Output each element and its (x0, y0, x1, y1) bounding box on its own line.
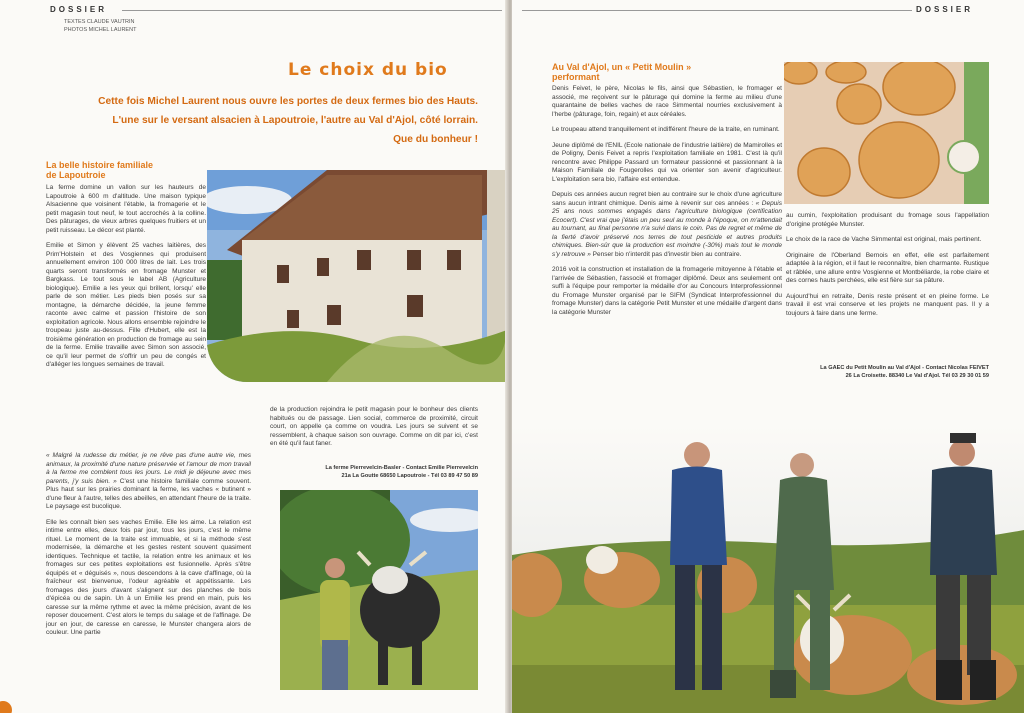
section-heading-line-2: performant (552, 72, 600, 82)
section-heading-lapoutroie (46, 160, 153, 180)
left-rubric: DOSSIER (50, 5, 108, 14)
signature-line-1: La ferme Pierrevelcin-Basler - Contact Emilie Pierrevelcin (325, 465, 478, 471)
paragraph: Le choix de la race de Vache Simmental est original, mais pertinent. (786, 236, 982, 243)
intro-line-3: Que du bonheur ! (393, 134, 478, 145)
farmers-with-cows-photo (512, 425, 1024, 713)
paragraph: de la production rejoindra le petit magasin pour le bonheur des clients habitués ou de passage. Lien social, commerce de proximité, circuit court, on appelle ça comme on voudra. Les jours se suivent et se ressemblent, à chaque saison son ouvrage. Comme on dit par ici, c'est en été qu'il faut faner. (270, 406, 478, 447)
section-heading-line-1: La belle histoire familiale (46, 160, 154, 170)
right-column-1 (552, 85, 782, 324)
paragraph: Le troupeau attend tranquillement et indifférent l'heure de la traite, en ruminant. (552, 126, 780, 133)
section-heading-line-2: de Lapoutroie (46, 170, 106, 180)
signature-line-1: La GAEC du Petit Moulin au Val d'Ajol - Contact Nicolas FEIVET (820, 365, 989, 371)
section-heading-line-1: Au Val d'Ajol, un « Petit Moulin » (552, 62, 692, 72)
text: Depuis ces années aucun regret bien au contraire sur le choix d'une agriculture sans aucun intrant chimique. Denis aime à revenir sur ces années : (552, 191, 782, 207)
paragraph-quote (552, 191, 782, 259)
cheese-photo (784, 62, 989, 204)
left-page (0, 0, 508, 713)
right-page (512, 0, 1024, 713)
left-rubric-rule (122, 10, 502, 11)
quote-tail: C'est une histoire familiale comme souvent. Plus haut sur les prairies dominant la ferme, les vaches « butinent » d'une fleur à l'autre, telles des abeilles, en attendant l'heure de la traite. Le paysage est bucolique. (46, 477, 251, 510)
signature-line-2: 26 La Croisette. 88340 Le Val d'Ajol. Tél 03 29 30 01 59 (845, 373, 989, 379)
signature-val-dajol (786, 364, 989, 380)
quote: « Malgré la rudesse du métier, je ne rêve pas d'une autre vie, mes animaux, la proximité d'une nature préservée et l'amour de mon travail à la ferme me comblent tous les jours. Le midi je déjeune avec mes parents, j'y suis bien. » (46, 452, 251, 485)
right-rubric-rule (522, 10, 912, 11)
right-rubric: DOSSIER (916, 5, 974, 14)
credit-photo: PHOTOS MICHEL LAURENT (64, 27, 137, 33)
paragraph: Originaire de l'Oberland Bernois en effet, elle est parfaitement adaptée à la région, et il faut le reconnaître, bien charmante. Rustique et râblée, une allure entre Vosgienne et Montbéliarde, la robe claire et des cornes hauts perchées, elle est fière sur sa pâture. (786, 251, 989, 284)
right-column-2 (786, 212, 989, 325)
left-column-bottom (46, 452, 251, 645)
farmhouse-photo (207, 170, 507, 382)
quote: « Depuis 25 ans nous sommes engagés dans l'agriculture biologique (certification Ecocert). C'est vrai que j'étais un peu seul au monde à l'époque, on m'attendait au tournant, au final personne n'a suivi dans le coin. Pas de regret et même de la fierté d'avoir préservé nos terres de tout pesticide et autres produits chimiques. Bien-sûr que la production est moindre (-30%) mais tout le monde s'y retrouve » (552, 199, 782, 258)
paragraph: Emilie et Simon y élèvent 25 vaches laitières, des Prim'Holstein et des Vosgiennes qui produisent annuellement environ 100 000 litres de lait. Les trois quarts seront transformés en fromage Munster et Bargkass. Le tout sous le label AB (Agriculture biologique). Emilie a les yeux qui brillent, lorsqu' elle parle de son métier. Les pieds bien posés sur sa montagne, la démarche décidée, la jeune femme raconte avec calme et passion l'histoire de son exploitation agricole. Nous allons ensemble rejoindre le troupeau juste au-dessus. Fille d'Hubert, elle est la troisième génération en production de fromage au sein de la ferme. Emilie travaille avec Simon son associé, ce qu'il leur permet de s'offrir un peu de congés et d'alléger les longues semaines de travail. (46, 242, 206, 368)
paragraph: Denis Feivet, le père, Nicolas le fils, ainsi que Sébastien, le fromager et associé, me reçoivent sur le pâturage qui domine la ferme au milieu d'une quarantaine de belles vaches de race Simmental nourries exclusivement à l'herbe (pâturage, foin, regain) et aux céréales. (552, 85, 782, 118)
paragraph: La ferme domine un vallon sur les hauteurs de Lapoutroie à 600 m d'altitude. Une maison typique Alsacienne que voisinent l'étable, la fromagerie et le petit magasin tout neuf, le tout accrochés à la colline. Des pâturages, de vieux arbres quelques fruitiers et un petit ruisseau. Le décor est planté. (46, 184, 206, 234)
page-number-badge (0, 701, 12, 713)
text: Penser bio n'interdit pas d'investir bien au contraire. (590, 250, 742, 258)
paragraph-quote (46, 452, 251, 512)
section-heading-val-dajol (552, 62, 691, 82)
intro-line-1: Cette fois Michel Laurent nous ouvre les portes de deux fermes bio des Hauts. (98, 96, 478, 107)
intro-line-2: L'une sur le versant alsacien à Lapoutroie, l'autre au Val d'Ajol, côté lorrain. (112, 115, 478, 126)
paragraph: Jeune diplômé de l'ENIL (Ecole nationale de l'industrie laitière) de Mamirolles et de Poligny, Denis Feivet a repris l'exploitation familiale en 1981. C'est là qu'il rencontre avec Philippe Passard un formateur passionné et passionnant à la Maison Familiale de Fougerolles qui va orienter son avenir d'agriculteur. L'exploitation sera bio, l'affaire est entendue. (552, 141, 782, 183)
paragraph: Aujourd'hui en retraite, Denis reste présent et en pleine forme. Le travail il est vrai conserve et les projets ne manquent pas. Il y a toujours à faire dans une ferme. (786, 292, 989, 317)
paragraph: au cumin, l'exploitation produisant du fromage sous l'appellation d'origine protégée Munster. (786, 212, 989, 228)
paragraph: Elle les connaît bien ses vaches Emilie. Elle les aime. La relation est intime entre elles, deux fois par jour, tous les jours, c'est le même rituel. Le moment de la traite est immuable, et si la méthode s'est modernisée, la démarche et les gestes restent souvent quasiment identiques. Technique et tactile, la relation entre les animaux et les fromages sur ces petites exploitations est fusionnelle. Après s'être équipés et « déguisés », nous descendons à la cave d'affinage, où la fraîcheur est bienvenue, l'odeur agréable et appétissante. Les fromages des jours d'avant s'alignent sur des planches de bois d'épicéa ou de sapin. Un à un Emilie les prend en main, puis les caresse sur la même rythme et avec la même précision, avant de les reposer doucement. C'est alors le temps du salage et de l'affinage. De jour en jour, de caresse en caresse, le Munster changera alors de couleur. Une partie (46, 518, 251, 636)
left-column-2 (270, 406, 478, 456)
signature-lapoutroie (270, 464, 478, 480)
article-title: Le choix du bio (288, 60, 448, 80)
farmer-with-cow-photo (280, 490, 478, 690)
article-intro (60, 92, 478, 149)
credit-text: TEXTES CLAUDE VAUTRIN (64, 19, 135, 25)
credits (64, 18, 136, 34)
left-column-top (46, 184, 206, 377)
signature-line-2: 21a La Goutte 68650 Lapoutroie - Tél 03 89 47 50 89 (341, 473, 478, 479)
paragraph: 2016 voit la construction et installation de la fromagerie mitoyenne à l'étable et l'arrivée de Sébastien, l'associé et fromager diplômé. Deux ans seulement ont suffi à l'équipe pour remporter la médaille d'or au Concours Interprofessionnel du Fromage Munster organisé par le SIFM (Syndicat Interprofessionnel du fromage Munster) dans la catégorie Petit Munster et une médaille d'argent dans la catégorie Munster (552, 266, 782, 316)
